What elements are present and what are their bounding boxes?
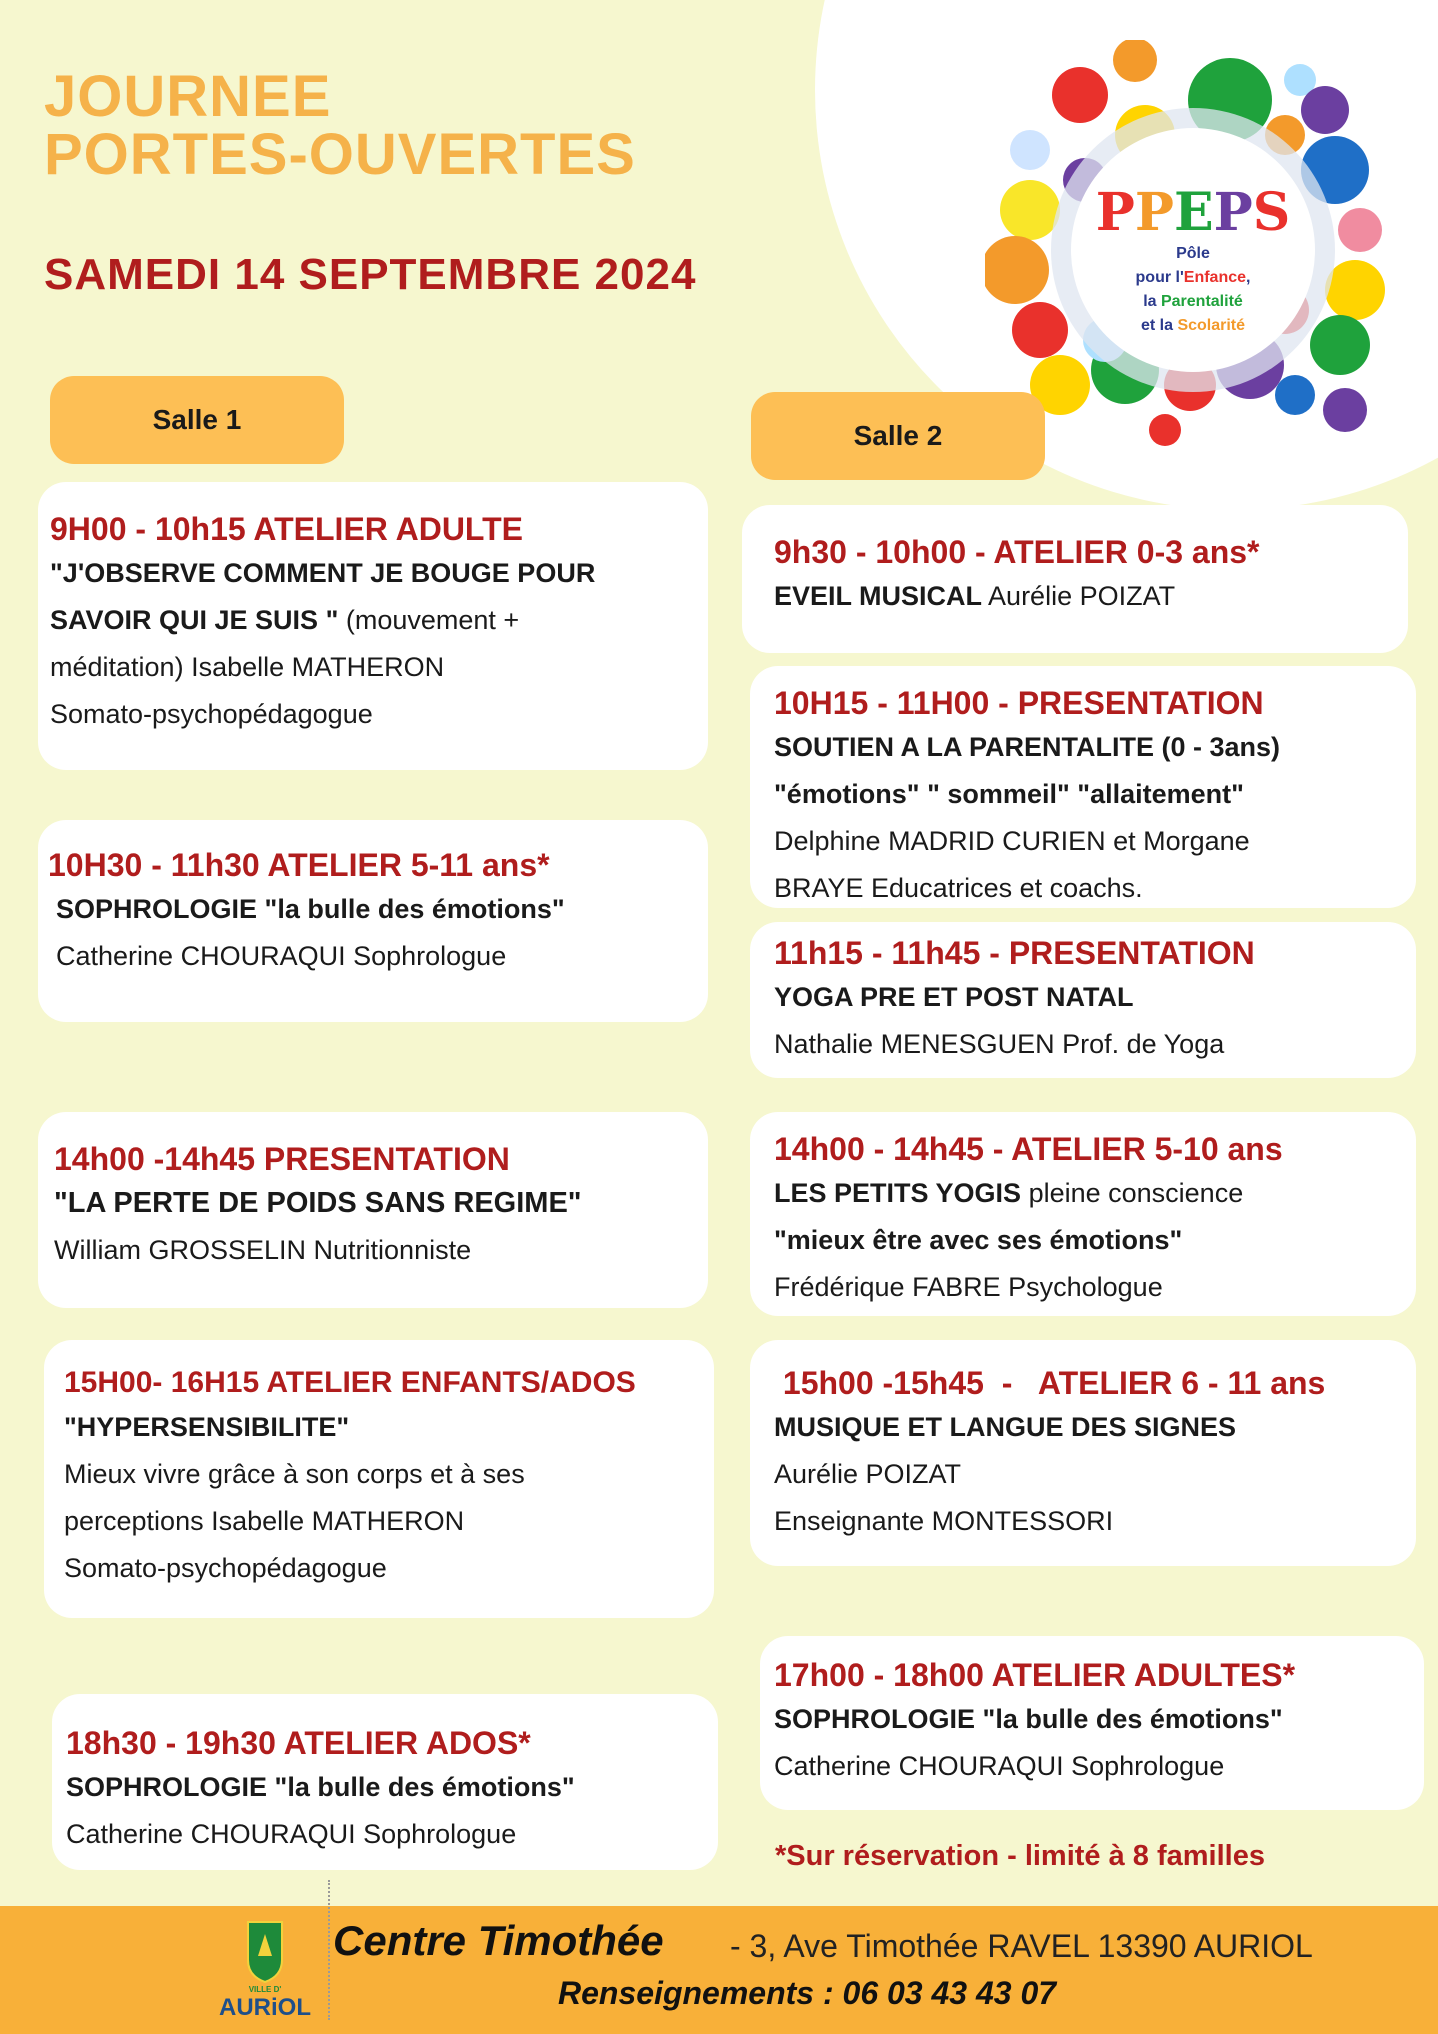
- session-card-salle2-1: [742, 505, 1408, 653]
- session-speaker-role: Somato-psychopédagogue: [50, 699, 373, 729]
- session-time: 17h00 - 18h00 ATELIER ADULTES*: [774, 1657, 1296, 1693]
- city-logo-name: AURiOL: [219, 1994, 311, 2020]
- session-detail: SAVOIR QUI JE SUIS " (mouvement +: [50, 605, 520, 635]
- session-speaker-cont: BRAYE Educatrices et coachs.: [774, 873, 1143, 903]
- session-speaker: Aurélie POIZAT: [774, 1459, 962, 1489]
- session-card-salle1-5: [52, 1694, 718, 1870]
- session-speaker: méditation) Isabelle MATHERON: [50, 652, 445, 682]
- event-date: SAMEDI 14 SEPTEMBRE 2024: [44, 250, 697, 299]
- session-time: 10H30 - 11h30 ATELIER 5-11 ans*: [48, 847, 550, 883]
- contact-phone: Renseignements : 06 03 43 43 07: [558, 1975, 1057, 2011]
- session-time: 15h00 -15h45 - ATELIER 6 - 11 ans: [774, 1365, 1326, 1401]
- session-title: SOPHROLOGIE "la bulle des émotions": [66, 1772, 575, 1802]
- session-speaker: Delphine MADRID CURIEN et Morgane: [774, 826, 1250, 856]
- session-title: SOPHROLOGIE "la bulle des émotions": [56, 894, 565, 924]
- logo-line-3: la Parentalité: [1143, 293, 1243, 310]
- session-speaker-role: Somato-psychopédagogue: [64, 1553, 387, 1583]
- session-subtitle: "mieux être avec ses émotions": [774, 1225, 1183, 1255]
- session-title: YOGA PRE ET POST NATAL: [774, 982, 1134, 1012]
- session-description: Mieux vivre grâce à son corps et à ses: [64, 1459, 525, 1489]
- title-line-1: JOURNEE: [44, 64, 332, 129]
- session-title: SOPHROLOGIE "la bulle des émotions": [774, 1704, 1283, 1734]
- ppeps-logo: [985, 40, 1385, 460]
- session-card-salle2-3: [750, 922, 1416, 1078]
- logo-line-1: Pôle: [1176, 245, 1210, 262]
- session-speaker: Catherine CHOURAQUI Sophrologue: [56, 941, 507, 971]
- session-time: 18h30 - 19h30 ATELIER ADOS*: [66, 1725, 531, 1761]
- logo-name: PPEPS: [1095, 182, 1291, 243]
- session-card-salle2-5: [750, 1340, 1416, 1566]
- session-time: 11h15 - 11h45 - PRESENTATION: [774, 935, 1255, 971]
- session-title: LES PETITS YOGIS pleine conscience: [774, 1178, 1244, 1208]
- session-time: 9h30 - 10h00 - ATELIER 0-3 ans*: [774, 534, 1260, 570]
- auriol-city-logo: [210, 1920, 320, 2020]
- footer-divider: [328, 1880, 330, 2020]
- session-speaker: Catherine CHOURAQUI Sophrologue: [774, 1751, 1225, 1781]
- session-card-salle1-1: [38, 482, 708, 770]
- session-title: MUSIQUE ET LANGUE DES SIGNES: [774, 1412, 1237, 1442]
- session-title: "J'OBSERVE COMMENT JE BOUGE POUR: [50, 558, 596, 588]
- room-label-salle-2: Salle 2: [751, 392, 1045, 480]
- session-card-salle1-2: [38, 820, 708, 1022]
- session-speaker: Nathalie MENESGUEN Prof. de Yoga: [774, 1029, 1225, 1059]
- session-card-salle1-4: [44, 1340, 714, 1618]
- room-label-salle-1: Salle 1: [50, 376, 344, 464]
- city-logo-prefix: VILLE D': [248, 1985, 282, 1994]
- session-time: 15H00- 16H15 ATELIER ENFANTS/ADOS: [64, 1366, 636, 1399]
- session-speaker: Frédérique FABRE Psychologue: [774, 1272, 1163, 1302]
- session-speaker: Catherine CHOURAQUI Sophrologue: [66, 1819, 517, 1849]
- title-line-2: PORTES-OUVERTES: [44, 122, 636, 187]
- logo-line-4: et la Scolarité: [1140, 317, 1246, 334]
- session-time: 9H00 - 10h15 ATELIER ADULTE: [50, 511, 523, 547]
- session-time: 10H15 - 11H00 - PRESENTATION: [774, 685, 1264, 721]
- session-title: "LA PERTE DE POIDS SANS REGIME": [54, 1187, 582, 1219]
- session-card-salle2-4: [750, 1112, 1416, 1316]
- session-speaker: perceptions Isabelle MATHERON: [64, 1506, 465, 1536]
- session-speaker-role: Enseignante MONTESSORI: [774, 1506, 1114, 1536]
- logo-line-2: pour l'Enfance,: [1135, 269, 1251, 286]
- session-card-salle1-3: [38, 1112, 708, 1308]
- session-speaker: William GROSSELIN Nutritionniste: [54, 1235, 472, 1265]
- session-time: 14h00 -14h45 PRESENTATION: [54, 1141, 510, 1177]
- session-time: 14h00 - 14h45 - ATELIER 5-10 ans: [774, 1131, 1283, 1167]
- venue-name: Centre Timothée: [333, 1917, 664, 1964]
- session-card-salle2-2: [750, 666, 1416, 908]
- session-title: EVEIL MUSICAL Aurélie POIZAT: [774, 581, 1176, 611]
- page-title: [44, 64, 636, 187]
- session-topics: "émotions" " sommeil" "allaitement": [774, 779, 1244, 809]
- session-title: SOUTIEN A LA PARENTALITE (0 - 3ans): [774, 732, 1281, 762]
- session-card-salle2-6: [760, 1636, 1424, 1810]
- venue-address: - 3, Ave Timothée RAVEL 13390 AURIOL: [730, 1928, 1313, 1964]
- session-title: "HYPERSENSIBILITE": [64, 1412, 350, 1442]
- reservation-note: *Sur réservation - limité à 8 familles: [775, 1840, 1265, 1872]
